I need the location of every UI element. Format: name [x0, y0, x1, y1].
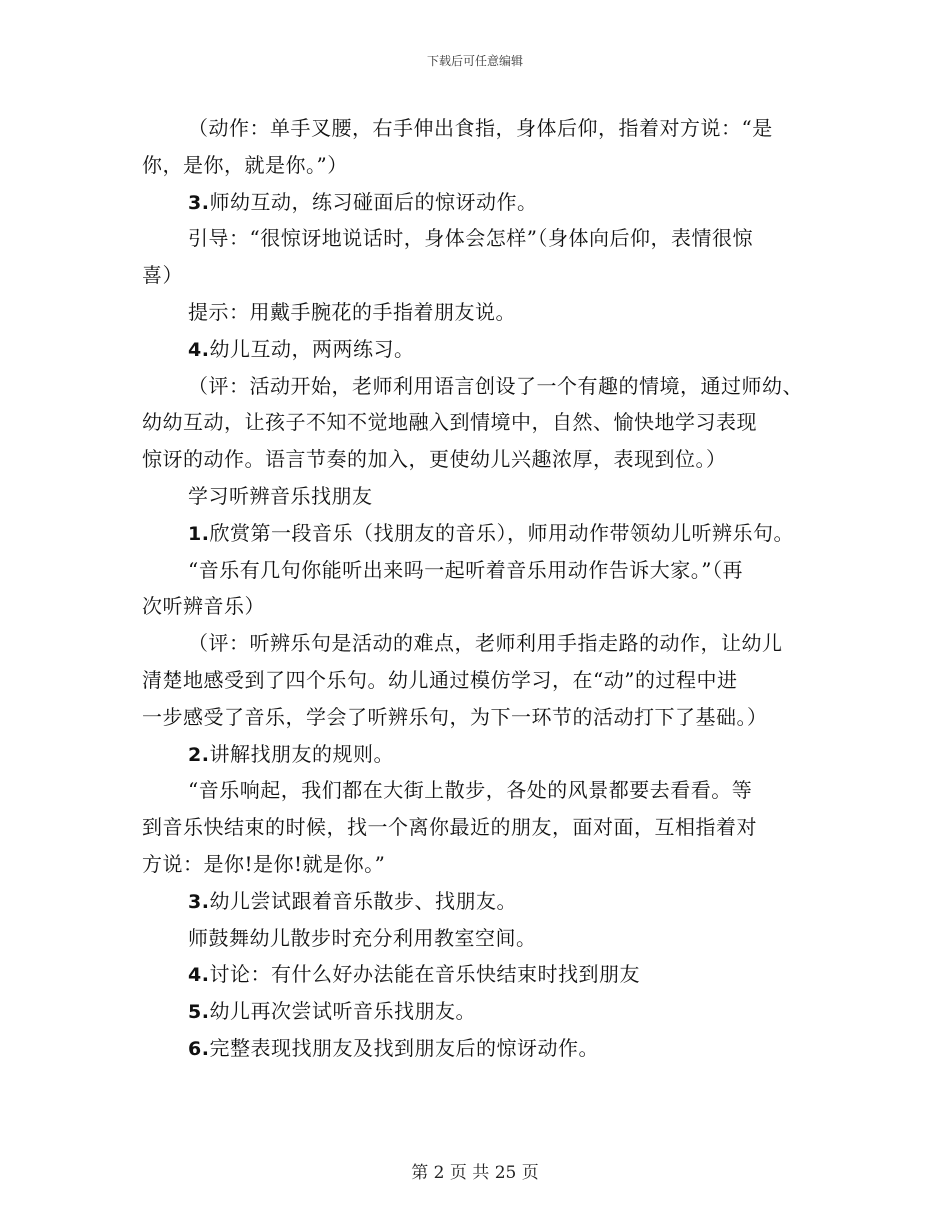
line-text: 一步感受了音乐，学会了听辨乐句，为下一环节的活动打下了基础。）	[142, 704, 768, 729]
text-line	[142, 257, 812, 294]
text-line	[142, 772, 812, 809]
line-text: 次听辨音乐）	[142, 594, 265, 619]
line-text: 幼儿再次尝试听音乐找朋友。	[209, 999, 476, 1024]
text-line	[142, 883, 812, 920]
line-text: 到音乐快结束的时候，找一个离你最近的朋友，面对面，互相指着对	[142, 815, 757, 840]
item-number: 4.	[188, 338, 210, 361]
text-line	[142, 147, 812, 184]
text-line	[142, 699, 812, 736]
line-text: 完整表现找朋友及找到朋友后的惊讶动作。	[209, 1035, 599, 1060]
line-text: （评：活动开始，老师利用语言创设了一个有趣的情境，通过师幼、	[188, 373, 803, 398]
section-heading	[142, 478, 812, 515]
text-line	[142, 294, 812, 331]
text-line	[142, 588, 812, 625]
text-line	[142, 993, 812, 1030]
document-body	[142, 110, 812, 1067]
line-text: 引导：“很惊讶地说话时，身体会怎样”（身体向后仰，表情很惊	[188, 226, 753, 251]
item-number: 5.	[188, 1001, 210, 1024]
line-text: 欣赏第一段音乐（找朋友的音乐），师用动作带领幼儿听辨乐句。	[209, 520, 794, 545]
line-text: 讲解找朋友的规则。	[209, 741, 394, 766]
page-footer: 第 2 页 共 25 页	[411, 1163, 539, 1183]
text-line	[142, 1030, 812, 1067]
item-number: 6.	[188, 1037, 210, 1060]
text-line	[142, 552, 812, 589]
line-text: （评：听辨乐句是活动的难点，老师利用手指走路的动作，让幼儿	[188, 631, 783, 656]
text-line	[142, 662, 812, 699]
line-text: 师鼓舞幼儿散步时充分利用教室空间。	[188, 925, 537, 950]
line-text: 你，是你，就是你。”）	[142, 152, 348, 177]
text-line	[142, 625, 812, 662]
text-line	[142, 736, 812, 773]
line-text: 清楚地感受到了四个乐句。幼儿通过模仿学习，在“动”的过程中进	[142, 667, 738, 692]
text-line	[142, 809, 812, 846]
text-line	[142, 184, 812, 221]
line-text: “音乐有几句你能听出来吗一起听着音乐用动作告诉大家。”（再	[188, 557, 743, 582]
text-line	[142, 515, 812, 552]
text-line	[142, 956, 812, 993]
line-text: 惊讶的动作。语言节奏的加入，更使幼儿兴趣浓厚，表现到位。）	[142, 447, 727, 472]
item-number: 3.	[188, 890, 210, 913]
line-text: 师幼互动，练习碰面后的惊讶动作。	[209, 189, 538, 214]
text-line	[142, 220, 812, 257]
line-text: 幼儿互动，两两练习。	[209, 336, 415, 361]
line-text: 幼儿尝试跟着音乐散步、找朋友。	[209, 888, 517, 913]
text-line	[142, 368, 812, 405]
item-number: 1.	[188, 522, 210, 545]
line-text: 提示：用戴手腕花的手指着朋友说。	[188, 299, 516, 324]
item-number: 2.	[188, 743, 210, 766]
text-line	[142, 110, 812, 147]
text-line	[142, 331, 812, 368]
line-text: （动作：单手叉腰，右手伸出食指，身体后仰，指着对方说：“是	[188, 116, 773, 140]
text-line	[142, 441, 812, 478]
text-line	[142, 404, 812, 441]
line-text: 喜）	[142, 263, 183, 288]
text-line	[142, 920, 812, 957]
line-text: 学习听辨音乐找朋友	[188, 483, 373, 508]
line-text: 讨论：有什么好办法能在音乐快结束时找到朋友	[209, 962, 640, 987]
page-header: 下载后可任意编辑	[426, 54, 523, 68]
line-text: 方说：是你!是你!就是你。”	[142, 851, 386, 876]
line-text: 幼幼互动，让孩子不知不觉地融入到情境中，自然、愉快地学习表现	[142, 410, 757, 435]
item-number: 3.	[188, 191, 210, 214]
text-line	[142, 846, 812, 883]
line-text: “音乐响起，我们都在大街上散步，各处的风景都要去看看。等	[188, 778, 753, 803]
item-number: 4.	[188, 964, 210, 987]
